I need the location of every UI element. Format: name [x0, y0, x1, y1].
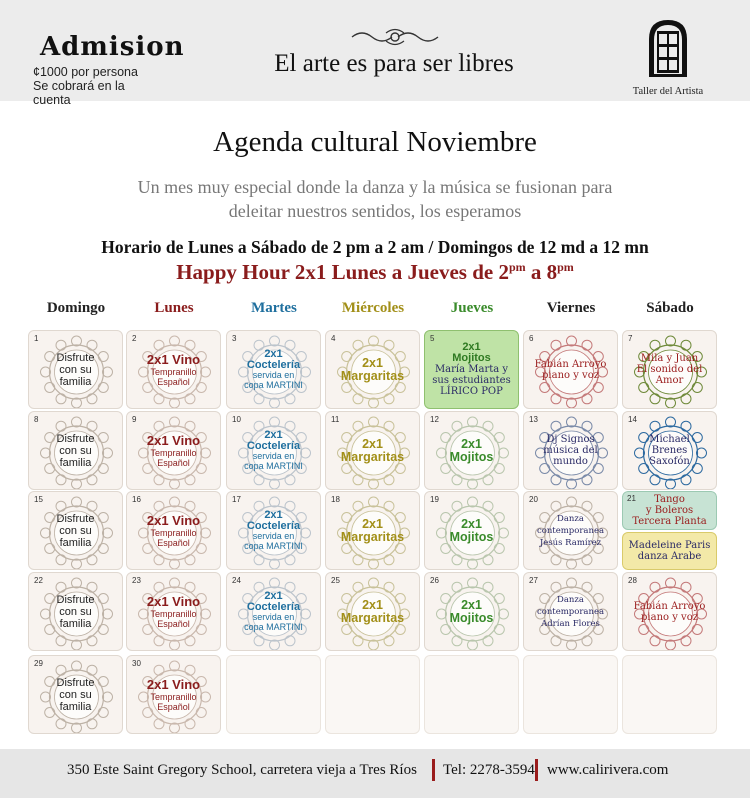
intro-line-1: Un mes muy especial donde la danza y la música se fusionan para — [137, 177, 613, 197]
event-text: servida en — [252, 612, 295, 622]
event-text: Madeleine Paris — [628, 540, 711, 551]
event-text: Margaritas — [340, 529, 405, 544]
event-content — [129, 331, 218, 408]
day-number: 16 — [132, 495, 141, 504]
event-danza-arabe — [622, 532, 717, 570]
footer-divider — [432, 759, 435, 781]
event-text: 2x1 — [362, 436, 383, 451]
day-number: 27 — [529, 576, 538, 585]
day-header: Sábado — [646, 300, 694, 316]
event-content — [328, 331, 417, 408]
event-text: familia — [59, 375, 92, 388]
event-text: LÍRICO POP — [440, 386, 503, 397]
happy-hour-text: Happy Hour 2x1 Lunes a Jueves de 2 — [176, 260, 509, 284]
day-number: 29 — [34, 659, 43, 668]
day-number: 23 — [132, 576, 141, 585]
footer-phone: Tel: 2278-3594 — [443, 762, 535, 778]
event-text: familia — [59, 700, 92, 713]
event-text: 2x1 — [362, 355, 383, 370]
event-content — [526, 573, 615, 650]
event-content — [31, 412, 120, 489]
day-number: 12 — [430, 415, 439, 424]
admission-price: ¢1000 por persona — [33, 65, 138, 79]
event-text: Coctelería — [246, 601, 301, 613]
day-number: 3 — [232, 334, 237, 343]
day-number: 1 — [34, 334, 39, 343]
event-text: Tempranillo — [150, 609, 197, 619]
day-cell-22 — [28, 572, 123, 651]
event-content — [229, 331, 318, 408]
event-content — [129, 492, 218, 569]
event-text: con su — [59, 444, 92, 457]
event-text: Mojitos — [449, 610, 494, 625]
event-text: Margaritas — [340, 449, 405, 464]
event-text: música del — [543, 445, 598, 456]
day-number: 17 — [232, 495, 241, 504]
event-text: Disfrute — [56, 676, 95, 689]
event-text: Saxofón — [649, 456, 690, 467]
event-text: copa MARTINI — [244, 621, 303, 632]
day-cell-16 — [126, 491, 221, 570]
event-text: Español — [157, 377, 190, 387]
day-cell-15 — [28, 491, 123, 570]
day-cell-4 — [325, 330, 420, 409]
day-number: 28 — [628, 576, 637, 585]
event-text: Coctelería — [246, 440, 301, 452]
event-text: Tempranillo — [150, 367, 197, 377]
day-number: 13 — [529, 415, 538, 424]
ornament-icon — [350, 27, 440, 47]
empty-cell — [523, 655, 618, 734]
day-cell-18 — [325, 491, 420, 570]
event-text: 2x1 — [362, 516, 383, 531]
day-header: Martes — [251, 300, 297, 316]
day-number: 26 — [430, 576, 439, 585]
event-text: Amor — [655, 375, 684, 386]
day-cell-17 — [226, 491, 321, 570]
event-text: con su — [59, 605, 92, 618]
event-text: con su — [59, 363, 92, 376]
day-number: 22 — [34, 576, 43, 585]
day-cell-6 — [523, 330, 618, 409]
event-text: servida en — [252, 531, 295, 541]
event-text: contemporanea — [536, 606, 605, 617]
happy-hour-sup-end: pm — [557, 260, 574, 274]
event-content — [129, 656, 218, 733]
logo-text: Taller del Artista — [632, 86, 704, 97]
event-content — [328, 412, 417, 489]
event-text: familia — [59, 617, 92, 630]
day-number: 30 — [132, 659, 141, 668]
event-text: Español — [157, 619, 190, 629]
admission-note-2: cuenta — [33, 93, 71, 107]
day-cell-24 — [226, 572, 321, 651]
intro-line-2: deleitar nuestros sentidos, los esperamos — [228, 201, 522, 221]
footer-web: www.calirivera.com — [547, 762, 669, 778]
event-content — [526, 412, 615, 489]
event-content — [625, 573, 714, 650]
day-header: Jueves — [450, 300, 494, 316]
day-number: 8 — [34, 415, 39, 424]
event-text: Mojitos — [452, 352, 491, 364]
day-cell-20 — [523, 491, 618, 570]
event-text: Fabián Arroyo — [534, 358, 607, 370]
event-text: con su — [59, 688, 92, 701]
event-content — [31, 656, 120, 733]
day-cell-13 — [523, 411, 618, 490]
day-number: 2 — [132, 334, 137, 343]
event-text: Michael — [649, 434, 690, 445]
day-cell-26 — [424, 572, 519, 651]
event-content — [526, 331, 615, 408]
day-cell-25 — [325, 572, 420, 651]
event-text: 2x1 Vino — [146, 513, 201, 528]
day-number: 5 — [430, 334, 435, 343]
event-text: Dj Signos — [546, 434, 595, 445]
event-text: Tempranillo — [150, 692, 197, 702]
day-cell-7 — [622, 330, 717, 409]
event-content — [625, 412, 714, 489]
event-text: Español — [157, 538, 190, 548]
day-cell-14 — [622, 411, 717, 490]
schedule-hours: Horario de Lunes a Sábado de 2 pm a 2 am / Domingos de 12 md a 12 mn — [101, 237, 649, 257]
day-number: 14 — [628, 415, 637, 424]
event-content — [625, 331, 714, 408]
event-text: sus estudiantes — [432, 375, 511, 386]
day-number: 15 — [34, 495, 43, 504]
event-text: piano y voz — [542, 369, 599, 381]
event-text: Disfrute — [56, 351, 95, 364]
day-number: 19 — [430, 495, 439, 504]
event-text: y Boleros — [645, 505, 694, 516]
day-number: 18 — [331, 495, 340, 504]
day-cell-23 — [126, 572, 221, 651]
happy-hour — [0, 260, 750, 285]
day-cell-29 — [28, 655, 123, 734]
event-text: Danza — [557, 513, 584, 524]
agenda-title: Agenda cultural Noviembre — [213, 126, 537, 158]
event-content — [427, 573, 516, 650]
day-header: Domingo — [46, 300, 106, 316]
event-text: Jesús Ramírez — [539, 537, 602, 548]
event-content — [427, 492, 516, 569]
event-content — [229, 573, 318, 650]
footer-divider — [535, 759, 538, 781]
event-text: 2x1 Vino — [146, 433, 201, 448]
event-text: Español — [157, 702, 190, 712]
event-text: Disfrute — [56, 593, 95, 606]
event-text: mundo — [553, 456, 588, 467]
event-text: Danza — [557, 594, 584, 605]
event-text: Español — [157, 458, 190, 468]
day-cell-2 — [126, 330, 221, 409]
event-text: danza Arabe — [637, 551, 702, 562]
event-text: Adrían Flores — [541, 618, 600, 629]
event-text: Coctelería — [246, 520, 301, 532]
event-text: con su — [59, 524, 92, 537]
event-text: Coctelería — [246, 359, 301, 371]
happy-hour-mid: a 8 — [525, 260, 558, 284]
event-content — [328, 492, 417, 569]
event-text: piano y voz — [641, 611, 698, 623]
day-cell-5 — [424, 330, 519, 409]
day-number: 25 — [331, 576, 340, 585]
day-cell-1 — [28, 330, 123, 409]
empty-cell — [622, 655, 717, 734]
event-text: Tempranillo — [150, 528, 197, 538]
event-text: familia — [59, 456, 92, 469]
day-number: 4 — [331, 334, 336, 343]
event-text: Disfrute — [56, 512, 95, 525]
event-text: Fabián Arroyo — [633, 600, 706, 612]
day-number: 11 — [331, 415, 340, 424]
event-text: 2x1 — [362, 597, 383, 612]
day-cell-10 — [226, 411, 321, 490]
day-number: 9 — [132, 415, 137, 424]
event-content — [328, 573, 417, 650]
day-number: 7 — [628, 334, 633, 343]
footer-address: 350 Este Saint Gregory School, carretera vieja a Tres Ríos — [67, 762, 417, 778]
event-text: 2x1 — [461, 436, 482, 451]
day-cell-11 — [325, 411, 420, 490]
event-text: Tango — [654, 494, 685, 505]
event-content — [427, 412, 516, 489]
event-text: 2x1 — [264, 429, 283, 441]
event-text: contemporanea — [536, 525, 605, 536]
event-text: Margaritas — [340, 610, 405, 625]
event-text: María Marta y — [434, 364, 509, 375]
event-text: Brenes — [651, 445, 688, 456]
event-text: 2x1 — [264, 590, 283, 602]
event-text: 2x1 Vino — [146, 352, 201, 367]
event-content — [129, 573, 218, 650]
day-header: Viernes — [546, 300, 596, 316]
event-text: familia — [59, 536, 92, 549]
day-cell-30 — [126, 655, 221, 734]
event-text: copa MARTINI — [244, 540, 303, 551]
event-text: servida en — [252, 370, 295, 380]
event-text: Disfrute — [56, 432, 95, 445]
day-cell-8 — [28, 411, 123, 490]
happy-hour-sup-start: pm — [508, 260, 526, 274]
event-text: Mojitos — [449, 449, 494, 464]
event-content — [229, 492, 318, 569]
event-text: 2x1 — [461, 516, 482, 531]
event-text: 2x1 Vino — [146, 594, 201, 609]
event-text: Tempranillo — [150, 448, 197, 458]
day-number: 6 — [529, 334, 534, 343]
event-text: Tercera Planta — [632, 516, 707, 527]
event-content — [31, 331, 120, 408]
event-text: 2x1 — [264, 509, 283, 521]
admission-note: Se cobrará en la — [33, 79, 125, 93]
event-text: servida en — [252, 451, 295, 461]
slogan: El arte es para ser libres — [274, 50, 514, 77]
day-cell-28 — [622, 572, 717, 651]
event-text: copa MARTINI — [244, 460, 303, 471]
event-content — [526, 492, 615, 569]
event-content — [427, 331, 516, 408]
event-text: Mila y Juan — [640, 353, 699, 364]
event-text: 2x1 Vino — [146, 677, 201, 692]
empty-cell — [226, 655, 321, 734]
admission-title: Admision — [40, 32, 185, 62]
day-cell-12 — [424, 411, 519, 490]
event-text: 2x1 — [264, 348, 283, 360]
event-text: Margaritas — [340, 368, 405, 383]
event-text: 2x1 — [462, 341, 481, 353]
event-text: El sonido del — [636, 364, 703, 375]
day-number: 20 — [529, 495, 538, 504]
day-number: 21 — [627, 494, 636, 503]
event-content — [31, 573, 120, 650]
window-logo-icon — [645, 17, 691, 79]
day-cell-3 — [226, 330, 321, 409]
day-header: Miércoles — [341, 300, 405, 316]
event-content — [31, 492, 120, 569]
empty-cell — [424, 655, 519, 734]
day-cell-27 — [523, 572, 618, 651]
event-content — [229, 412, 318, 489]
event-tango — [622, 491, 717, 530]
empty-cell — [325, 655, 420, 734]
day-header: Lunes — [154, 300, 194, 316]
event-text: Mojitos — [449, 529, 494, 544]
day-cell-21 — [622, 491, 717, 570]
event-text: 2x1 — [461, 597, 482, 612]
event-content — [129, 412, 218, 489]
event-text: copa MARTINI — [244, 379, 303, 390]
day-number: 10 — [232, 415, 241, 424]
day-number: 24 — [232, 576, 241, 585]
day-cell-19 — [424, 491, 519, 570]
day-cell-9 — [126, 411, 221, 490]
